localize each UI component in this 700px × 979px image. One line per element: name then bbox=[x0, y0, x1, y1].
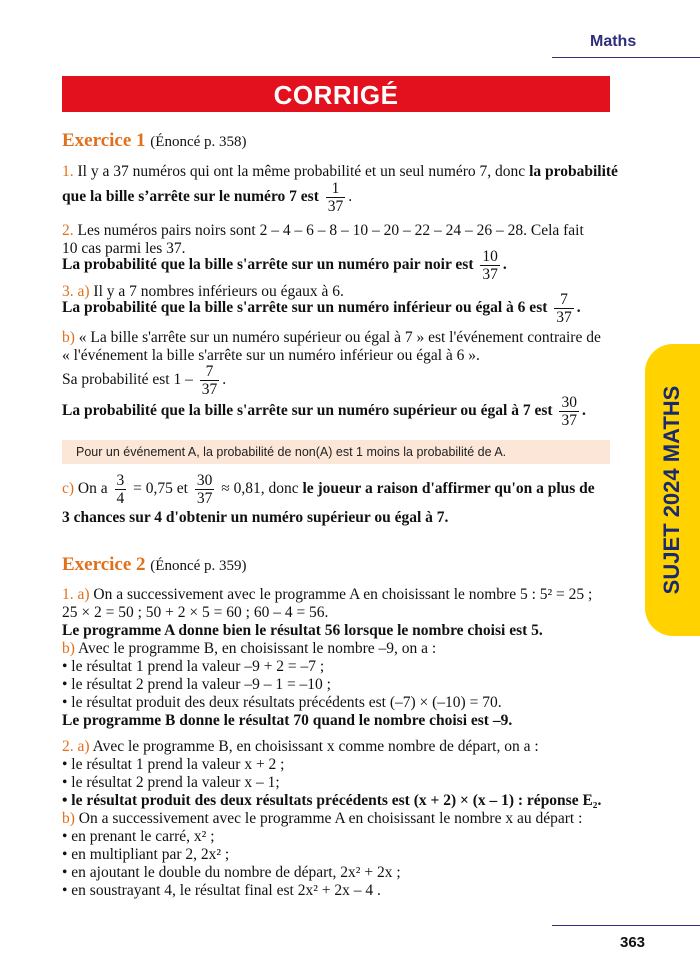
q3b-label: b) bbox=[62, 329, 75, 346]
exercise-1-heading: Exercice 1 bbox=[62, 130, 146, 151]
q2-end: . bbox=[502, 256, 507, 274]
q1-end: . bbox=[348, 188, 353, 206]
q1-number: 1. bbox=[62, 163, 74, 180]
fraction bbox=[554, 291, 574, 326]
fraction bbox=[559, 394, 579, 429]
q3-line-2 bbox=[62, 291, 581, 326]
ex2-line-1 bbox=[62, 586, 592, 604]
q3b-line-2: « l'événement la bille s'arrête sur un numéro inférieur ou égal à 6 ». bbox=[62, 347, 480, 364]
numerator: 10 bbox=[482, 248, 498, 265]
ex2-line-14: • en prenant le carré, x² ; bbox=[62, 828, 215, 845]
denominator: 37 bbox=[201, 381, 218, 398]
ex2-line-4 bbox=[62, 640, 436, 658]
q1-line-2 bbox=[62, 180, 352, 215]
q3c-line-1 bbox=[62, 472, 595, 507]
q2-line-3 bbox=[62, 248, 507, 283]
q3b-bold: La probabilité que la bille s'arrête sur un numéro supérieur ou égal à 7 est bbox=[62, 402, 553, 420]
q3c-text-b: = 0,75 et bbox=[133, 480, 188, 498]
q3c-bold-2: 3 chances sur 4 d'obtenir un numéro supérieur ou égal à 7. bbox=[62, 509, 449, 526]
q2-text: Les numéros pairs noirs sont 2 – 4 – 6 – 8 – 10 – 20 – 22 – 24 – 26 – 28. Cela fait bbox=[77, 222, 584, 239]
ex2-text-4: Avec le programme B, en choisissant le nombre –9, on a : bbox=[77, 640, 437, 657]
numerator: 30 bbox=[561, 394, 577, 411]
ex2-line-12: • le résultat produit des deux résultats précédents est (x + 2) × (x – 1) : réponse E₂. bbox=[62, 792, 602, 809]
q1-line-1 bbox=[62, 163, 618, 181]
ex2-q1b-label: b) bbox=[62, 640, 75, 657]
exercise-1-title bbox=[62, 130, 247, 152]
header-rule bbox=[552, 57, 700, 58]
exercise-1-ref: (Énoncé p. 358) bbox=[150, 134, 247, 150]
exercise-2-heading: Exercice 2 bbox=[62, 554, 146, 575]
q3-bold: La probabilité que la bille s'arrête sur un numéro inférieur ou égal à 6 est bbox=[62, 299, 548, 317]
corrige-banner: CORRIGÉ bbox=[62, 76, 610, 112]
exercise-2-title bbox=[62, 554, 247, 576]
q1-bold-2: que la bille s’arrête sur le numéro 7 est bbox=[62, 188, 319, 206]
numerator: 3 bbox=[116, 472, 125, 489]
ex2-line-2: 25 × 2 = 50 ; 50 + 2 × 5 = 60 ; 60 – 4 = 56. bbox=[62, 604, 329, 621]
q1-bold: la probabilité bbox=[529, 163, 618, 180]
q3b-text-3: Sa probabilité est 1 – bbox=[62, 371, 193, 389]
ex2-line-8: Le programme B donne le résultat 70 quand le nombre choisi est –9. bbox=[62, 712, 513, 729]
q2-line-2: 10 cas parmi les 37. bbox=[62, 240, 186, 257]
ex2-q1-label: 1. a) bbox=[62, 586, 90, 603]
q3-end: . bbox=[576, 299, 581, 317]
ex2-text-1: On a successivement avec le programme A en choisissant le nombre 5 : 5² = 25 ; bbox=[93, 586, 593, 603]
page-number: 363 bbox=[620, 934, 646, 951]
q2-line-1 bbox=[62, 222, 584, 240]
fraction bbox=[326, 180, 346, 215]
ex2-line-3: Le programme A donne bien le résultat 56 lorsque le nombre choisi est 5. bbox=[62, 622, 543, 639]
q3-number: 3. a) bbox=[62, 283, 90, 300]
denominator: 37 bbox=[556, 309, 572, 326]
numerator: 1 bbox=[326, 180, 346, 198]
side-tab-label: SUJET 2024 MATHS bbox=[659, 385, 684, 595]
q3c-line-2 bbox=[62, 509, 448, 527]
ex2-q2-label: 2. a) bbox=[62, 738, 90, 755]
note-text: Pour un événement A, la probabilité de non(A) est 1 moins la probabilité de A. bbox=[76, 445, 507, 459]
q3b-end: . bbox=[222, 371, 227, 389]
q3c-bold: le joueur a raison d'affirmer qu'on a plus de bbox=[302, 480, 595, 498]
q2-number: 2. bbox=[62, 222, 74, 239]
q1-text: Il y a 37 numéros qui ont la même probabilité et un seul numéro 7, donc bbox=[77, 163, 530, 180]
q3c-text-a: On a bbox=[77, 480, 108, 498]
denominator: 37 bbox=[196, 490, 213, 507]
ex2-q2b-label: b) bbox=[62, 810, 75, 827]
footer-rule bbox=[552, 925, 700, 926]
q3c-text-c: ≈ 0,81, donc bbox=[221, 480, 303, 498]
ex2-line-10: • le résultat 1 prend la valeur x + 2 ; bbox=[62, 756, 285, 773]
numerator: 7 bbox=[200, 363, 220, 381]
numerator: 7 bbox=[554, 291, 574, 309]
ex2-text-9: Avec le programme B, en choisissant x comme nombre de départ, on a : bbox=[92, 738, 539, 755]
fraction bbox=[480, 248, 500, 283]
ex2-line-16: • en ajoutant le double du nombre de départ, 2x² + 2x ; bbox=[62, 864, 401, 881]
ex2-line-11: • le résultat 2 prend la valeur x – 1; bbox=[62, 774, 280, 791]
ex2-line-13 bbox=[62, 810, 582, 828]
ex2-line-9 bbox=[62, 738, 539, 756]
fraction bbox=[195, 472, 215, 507]
q3b-text: « La bille s'arrête sur un numéro supérieur ou égal à 7 » est l'événement contraire de bbox=[78, 329, 601, 346]
ex2-line-5: • le résultat 1 prend la valeur –9 + 2 = –7 ; bbox=[62, 658, 325, 675]
subject-header: Maths bbox=[590, 33, 637, 50]
q3-text: Il y a 7 nombres inférieurs ou égaux à 6. bbox=[93, 283, 344, 300]
q3b-end-2: . bbox=[581, 402, 586, 420]
ex2-line-15: • en multipliant par 2, 2x² ; bbox=[62, 846, 230, 863]
denominator: 37 bbox=[327, 198, 344, 215]
exercise-2-ref: (Énoncé p. 359) bbox=[150, 558, 247, 574]
q3b-line-4 bbox=[62, 394, 586, 429]
fraction bbox=[200, 363, 220, 398]
q3c-label: c) bbox=[62, 480, 75, 498]
denominator: 4 bbox=[116, 490, 125, 507]
q3b-line-1 bbox=[62, 329, 601, 347]
ex2-text-13: On a successivement avec le programme A en choisissant le nombre x au départ : bbox=[78, 810, 583, 827]
q3b-line-3 bbox=[62, 363, 226, 398]
ex2-line-6: • le résultat 2 prend la valeur –9 – 1 = –10 ; bbox=[62, 676, 331, 693]
numerator: 30 bbox=[196, 472, 213, 489]
fraction bbox=[115, 472, 127, 507]
denominator: 37 bbox=[561, 412, 577, 429]
ex2-line-7: • le résultat produit des deux résultats précédents est (–7) × (–10) = 70. bbox=[62, 694, 502, 711]
ex2-line-17: • en soustrayant 4, le résultat final est 2x² + 2x – 4 . bbox=[62, 882, 381, 899]
denominator: 37 bbox=[482, 266, 498, 283]
q2-bold: La probabilité que la bille s'arrête sur un numéro pair noir est bbox=[62, 256, 474, 274]
